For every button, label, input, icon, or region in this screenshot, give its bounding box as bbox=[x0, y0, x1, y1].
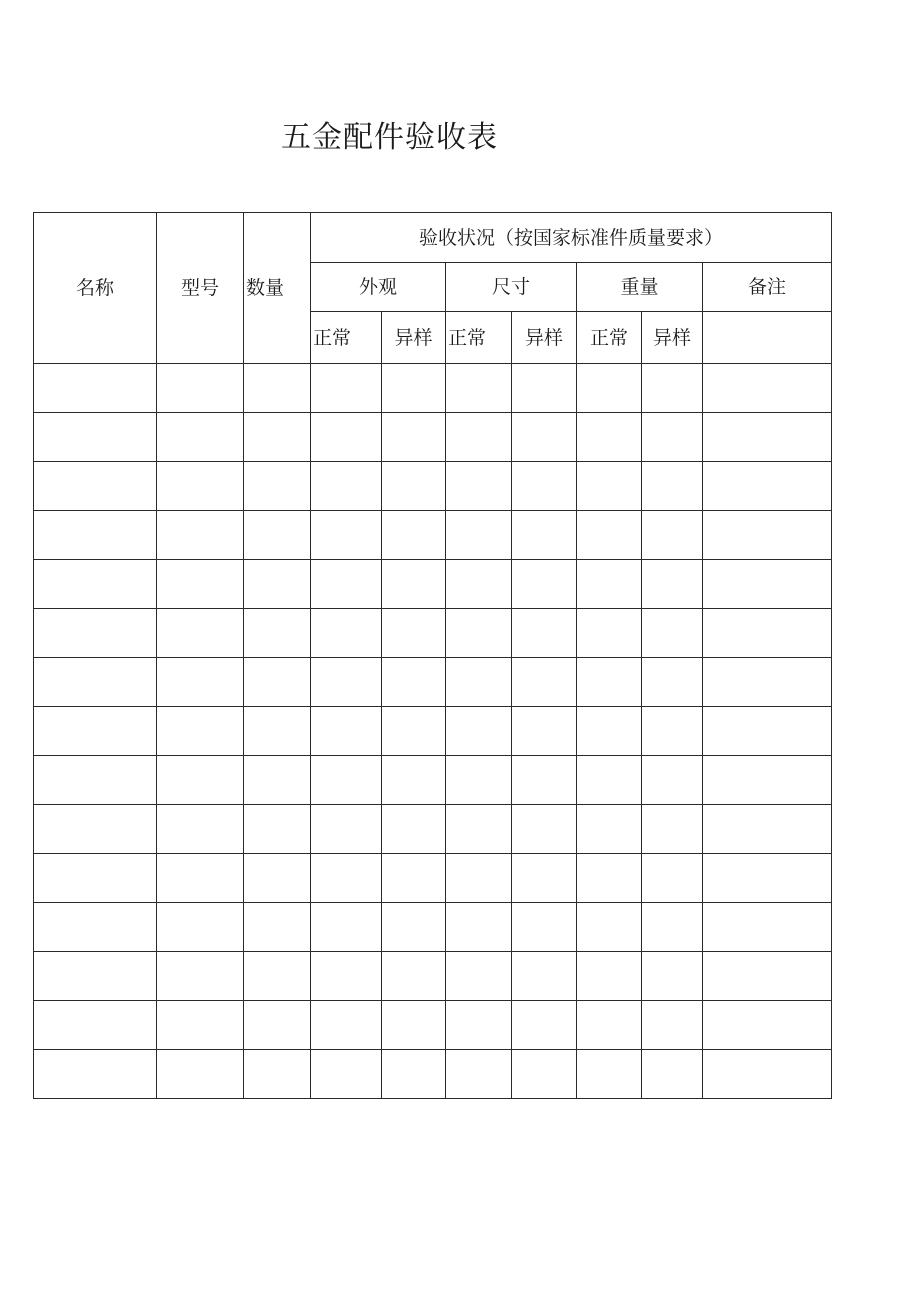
table-cell[interactable] bbox=[642, 1050, 703, 1099]
header-remarks-blank bbox=[703, 312, 832, 364]
table-cell[interactable] bbox=[382, 511, 446, 560]
page-title: 五金配件验收表 bbox=[281, 120, 498, 155]
table-cell[interactable] bbox=[703, 756, 832, 805]
table-cell[interactable] bbox=[642, 805, 703, 854]
table-cell[interactable] bbox=[34, 658, 157, 707]
header-appearance: 外观 bbox=[311, 263, 446, 312]
table-row bbox=[34, 462, 832, 511]
table-cell[interactable] bbox=[703, 707, 832, 756]
header-quantity: 数量 bbox=[244, 213, 311, 364]
table-cell[interactable] bbox=[577, 560, 642, 609]
table-cell[interactable] bbox=[157, 609, 244, 658]
table-cell[interactable] bbox=[703, 658, 832, 707]
table-cell[interactable] bbox=[512, 854, 577, 903]
table-row bbox=[34, 1001, 832, 1050]
table-cell[interactable] bbox=[512, 1050, 577, 1099]
header-appearance-abnormal: 异样 bbox=[382, 312, 446, 364]
table-cell[interactable] bbox=[512, 413, 577, 462]
table-cell[interactable] bbox=[311, 413, 382, 462]
table-cell[interactable] bbox=[642, 903, 703, 952]
table-cell[interactable] bbox=[703, 413, 832, 462]
table-cell[interactable] bbox=[446, 609, 512, 658]
table-cell[interactable] bbox=[512, 609, 577, 658]
inspection-table bbox=[33, 212, 832, 1099]
table-cell[interactable] bbox=[642, 364, 703, 413]
table-cell[interactable] bbox=[157, 1050, 244, 1099]
table-cell[interactable] bbox=[382, 560, 446, 609]
table-cell[interactable] bbox=[244, 756, 311, 805]
table-cell[interactable] bbox=[512, 805, 577, 854]
table-cell[interactable] bbox=[446, 707, 512, 756]
table-cell[interactable] bbox=[703, 560, 832, 609]
table-cell[interactable] bbox=[703, 609, 832, 658]
header-weight-normal: 正常 bbox=[577, 312, 642, 364]
table-cell[interactable] bbox=[311, 805, 382, 854]
table-cell[interactable] bbox=[311, 658, 382, 707]
table-cell[interactable] bbox=[512, 511, 577, 560]
table-cell[interactable] bbox=[382, 364, 446, 413]
header-size: 尺寸 bbox=[446, 263, 577, 312]
table-cell[interactable] bbox=[512, 952, 577, 1001]
table-cell[interactable] bbox=[577, 658, 642, 707]
table-cell[interactable] bbox=[703, 462, 832, 511]
table-row bbox=[34, 609, 832, 658]
table-cell[interactable] bbox=[157, 756, 244, 805]
table-cell[interactable] bbox=[577, 1001, 642, 1050]
table-cell[interactable] bbox=[34, 413, 157, 462]
table-cell[interactable] bbox=[642, 707, 703, 756]
table-cell[interactable] bbox=[446, 560, 512, 609]
table-cell[interactable] bbox=[642, 1001, 703, 1050]
header-remarks: 备注 bbox=[703, 263, 832, 312]
table-cell[interactable] bbox=[446, 1001, 512, 1050]
table-cell[interactable] bbox=[244, 903, 311, 952]
table-cell[interactable] bbox=[703, 854, 832, 903]
table-cell[interactable] bbox=[244, 609, 311, 658]
table-cell[interactable] bbox=[157, 658, 244, 707]
table-cell[interactable] bbox=[157, 413, 244, 462]
table-cell[interactable] bbox=[577, 756, 642, 805]
table-cell[interactable] bbox=[34, 707, 157, 756]
table-cell[interactable] bbox=[34, 805, 157, 854]
header-weight-abnormal: 异样 bbox=[642, 312, 703, 364]
table-cell[interactable] bbox=[512, 658, 577, 707]
table-cell[interactable] bbox=[311, 707, 382, 756]
table-cell[interactable] bbox=[512, 1001, 577, 1050]
table-cell[interactable] bbox=[703, 1050, 832, 1099]
table-row bbox=[34, 364, 832, 413]
table-cell[interactable] bbox=[703, 805, 832, 854]
table-cell[interactable] bbox=[34, 462, 157, 511]
table-cell[interactable] bbox=[382, 756, 446, 805]
table-cell[interactable] bbox=[311, 1050, 382, 1099]
table-row bbox=[34, 903, 832, 952]
table-row bbox=[34, 854, 832, 903]
table-cell[interactable] bbox=[382, 854, 446, 903]
table-cell[interactable] bbox=[642, 609, 703, 658]
table-cell[interactable] bbox=[244, 658, 311, 707]
table-cell[interactable] bbox=[446, 952, 512, 1001]
table-cell[interactable] bbox=[446, 756, 512, 805]
table-cell[interactable] bbox=[642, 658, 703, 707]
table-cell[interactable] bbox=[642, 462, 703, 511]
table-cell[interactable] bbox=[34, 952, 157, 1001]
table-row bbox=[34, 658, 832, 707]
table-cell[interactable] bbox=[577, 707, 642, 756]
table-cell[interactable] bbox=[642, 854, 703, 903]
table-cell[interactable] bbox=[703, 511, 832, 560]
table-cell[interactable] bbox=[244, 413, 311, 462]
table-cell[interactable] bbox=[642, 413, 703, 462]
header-model: 型号 bbox=[157, 213, 244, 364]
table-cell[interactable] bbox=[382, 413, 446, 462]
table-cell[interactable] bbox=[512, 560, 577, 609]
table-cell[interactable] bbox=[244, 952, 311, 1001]
table-cell[interactable] bbox=[34, 364, 157, 413]
table-cell[interactable] bbox=[577, 854, 642, 903]
header-weight: 重量 bbox=[577, 263, 703, 312]
table-cell[interactable] bbox=[382, 805, 446, 854]
header-size-abnormal: 异样 bbox=[512, 312, 577, 364]
table-cell[interactable] bbox=[446, 413, 512, 462]
table-cell[interactable] bbox=[512, 903, 577, 952]
table-cell[interactable] bbox=[446, 903, 512, 952]
table-cell[interactable] bbox=[577, 903, 642, 952]
table-cell[interactable] bbox=[382, 609, 446, 658]
table-cell[interactable] bbox=[311, 560, 382, 609]
table-cell[interactable] bbox=[577, 462, 642, 511]
table-cell[interactable] bbox=[311, 511, 382, 560]
table-cell[interactable] bbox=[703, 1001, 832, 1050]
table-cell[interactable] bbox=[446, 658, 512, 707]
table-row bbox=[34, 707, 832, 756]
table-cell[interactable] bbox=[577, 364, 642, 413]
table-cell[interactable] bbox=[512, 756, 577, 805]
table-cell[interactable] bbox=[382, 1050, 446, 1099]
table-cell[interactable] bbox=[311, 952, 382, 1001]
header-name: 名称 bbox=[34, 213, 157, 364]
table-cell[interactable] bbox=[446, 511, 512, 560]
table-row bbox=[34, 511, 832, 560]
table-row bbox=[34, 952, 832, 1001]
table-cell[interactable] bbox=[642, 756, 703, 805]
table-cell[interactable] bbox=[446, 854, 512, 903]
table-row bbox=[34, 805, 832, 854]
table-cell[interactable] bbox=[34, 854, 157, 903]
table-cell[interactable] bbox=[157, 805, 244, 854]
table-cell[interactable] bbox=[446, 462, 512, 511]
table-cell[interactable] bbox=[244, 364, 311, 413]
table-cell[interactable] bbox=[244, 1050, 311, 1099]
table-cell[interactable] bbox=[157, 364, 244, 413]
header-size-normal: 正常 bbox=[446, 312, 512, 364]
table-cell[interactable] bbox=[577, 609, 642, 658]
table-cell[interactable] bbox=[311, 462, 382, 511]
table-cell[interactable] bbox=[577, 511, 642, 560]
table-cell[interactable] bbox=[382, 1001, 446, 1050]
table-cell[interactable] bbox=[311, 364, 382, 413]
table-cell[interactable] bbox=[244, 560, 311, 609]
table-cell[interactable] bbox=[703, 903, 832, 952]
table-cell[interactable] bbox=[577, 805, 642, 854]
table-cell[interactable] bbox=[311, 609, 382, 658]
table-cell[interactable] bbox=[157, 560, 244, 609]
table-cell[interactable] bbox=[311, 903, 382, 952]
table-cell[interactable] bbox=[642, 511, 703, 560]
table-cell[interactable] bbox=[34, 903, 157, 952]
header-appearance-normal: 正常 bbox=[311, 312, 382, 364]
table-cell[interactable] bbox=[157, 462, 244, 511]
table-cell[interactable] bbox=[157, 903, 244, 952]
table-row bbox=[34, 1050, 832, 1099]
table-row bbox=[34, 560, 832, 609]
table-cell[interactable] bbox=[577, 413, 642, 462]
table-cell[interactable] bbox=[34, 1050, 157, 1099]
table-row bbox=[34, 413, 832, 462]
header-inspection-status: 验收状况（按国家标准件质量要求） bbox=[311, 213, 832, 263]
table-cell[interactable] bbox=[382, 903, 446, 952]
table-cell[interactable] bbox=[157, 1001, 244, 1050]
table-cell[interactable] bbox=[34, 609, 157, 658]
table-cell[interactable] bbox=[244, 1001, 311, 1050]
table-cell[interactable] bbox=[642, 952, 703, 1001]
table-cell[interactable] bbox=[446, 805, 512, 854]
table-cell[interactable] bbox=[577, 952, 642, 1001]
header-row-1 bbox=[34, 213, 832, 263]
table-cell[interactable] bbox=[157, 511, 244, 560]
table-cell[interactable] bbox=[244, 511, 311, 560]
table-cell[interactable] bbox=[244, 707, 311, 756]
table-cell[interactable] bbox=[244, 462, 311, 511]
table-cell[interactable] bbox=[311, 854, 382, 903]
table-cell[interactable] bbox=[34, 511, 157, 560]
table-row bbox=[34, 756, 832, 805]
table-cell[interactable] bbox=[34, 1001, 157, 1050]
table-cell[interactable] bbox=[703, 364, 832, 413]
table-cell[interactable] bbox=[642, 560, 703, 609]
table-cell[interactable] bbox=[577, 1050, 642, 1099]
table-cell[interactable] bbox=[157, 707, 244, 756]
table-cell[interactable] bbox=[157, 854, 244, 903]
table-cell[interactable] bbox=[382, 707, 446, 756]
table-cell[interactable] bbox=[446, 1050, 512, 1099]
table-cell[interactable] bbox=[311, 1001, 382, 1050]
table-cell[interactable] bbox=[157, 952, 244, 1001]
table-cell[interactable] bbox=[512, 364, 577, 413]
table-cell[interactable] bbox=[34, 756, 157, 805]
table-cell[interactable] bbox=[512, 707, 577, 756]
table-cell[interactable] bbox=[512, 462, 577, 511]
table-cell[interactable] bbox=[382, 658, 446, 707]
table-cell[interactable] bbox=[244, 854, 311, 903]
table-cell[interactable] bbox=[382, 952, 446, 1001]
table-cell[interactable] bbox=[34, 560, 157, 609]
table-cell[interactable] bbox=[446, 364, 512, 413]
table-cell[interactable] bbox=[311, 756, 382, 805]
table-cell[interactable] bbox=[244, 805, 311, 854]
table-cell[interactable] bbox=[382, 462, 446, 511]
table-cell[interactable] bbox=[703, 952, 832, 1001]
